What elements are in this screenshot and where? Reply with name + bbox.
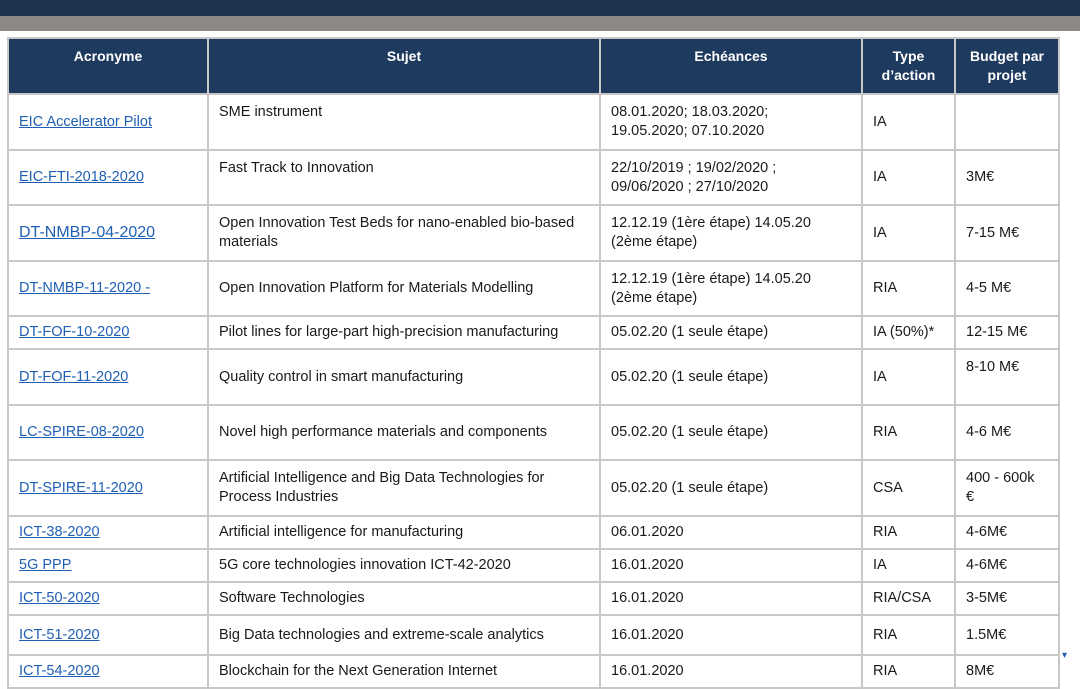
- budget-cell: 4-5 M€: [955, 261, 1059, 316]
- echeances-cell: 05.02.20 (1 seule étape): [600, 460, 862, 516]
- sujet-cell: Artificial intelligence for manufacturing: [208, 516, 600, 549]
- budget-cell: 8M€: [955, 655, 1059, 688]
- budget-cell: 1.5M€: [955, 615, 1059, 655]
- table-row: [8, 94, 1059, 150]
- budget-line: €: [966, 489, 975, 505]
- header-type-line2: d’action: [881, 67, 936, 83]
- echeances-line: 22/10/2019 ; 19/02/2020 ;: [611, 159, 777, 176]
- acronyme-cell: [8, 261, 208, 316]
- table-header-row: [8, 38, 1059, 94]
- acronyme-cell: [8, 655, 208, 688]
- type-cell: RIA: [862, 615, 955, 655]
- sujet-cell: Big Data technologies and extreme-scale analytics: [208, 615, 600, 655]
- echeances-line: (2ème étape): [611, 234, 698, 250]
- sujet-cell: [208, 205, 600, 261]
- sujet-cell: [208, 460, 600, 516]
- acronyme-cell: [8, 582, 208, 615]
- acronyme-cell: [8, 316, 208, 349]
- header-budget-line1: Budget par: [970, 48, 1044, 64]
- header-type-action: [862, 38, 955, 94]
- sujet-line: materials: [219, 234, 278, 250]
- budget-cell: 3M€: [955, 150, 1059, 205]
- acronyme-link[interactable]: ICT-51-2020: [19, 626, 100, 643]
- header-sujet: Sujet: [208, 38, 600, 94]
- budget-cell: 8-10 M€: [955, 349, 1059, 405]
- sujet-cell: Blockchain for the Next Generation Internet: [208, 655, 600, 688]
- acronyme-link[interactable]: LC-SPIRE-08-2020: [19, 424, 144, 440]
- budget-cell: 4-6M€: [955, 549, 1059, 582]
- header-type-line1: Type: [892, 48, 925, 64]
- acronyme-link[interactable]: ICT-38-2020: [19, 524, 100, 540]
- acronyme-link[interactable]: DT-NMBP-11-2020 -: [19, 280, 151, 296]
- sujet-line: Open Innovation Test Beds for nano-enabled bio-based: [219, 215, 575, 231]
- table-row: [8, 516, 1059, 549]
- budget-cell: [955, 94, 1059, 150]
- sujet-cell: SME instrument: [208, 94, 600, 150]
- type-cell: RIA: [862, 261, 955, 316]
- acronyme-cell: [8, 460, 208, 516]
- echeances-line: 19.05.2020; 07.10.2020: [611, 123, 765, 139]
- sujet-cell: 5G core technologies innovation ICT-42-2020: [208, 549, 600, 582]
- echeances-cell: 16.01.2020: [600, 582, 862, 615]
- header-divider-bar: [0, 16, 1080, 31]
- type-cell: IA: [862, 349, 955, 405]
- acronyme-cell: [8, 205, 208, 261]
- acronyme-cell: [8, 615, 208, 655]
- echeances-line: 08.01.2020; 18.03.2020;: [611, 104, 769, 120]
- table-row: [8, 615, 1059, 655]
- acronyme-link[interactable]: DT-SPIRE-11-2020: [19, 479, 143, 496]
- table-row: [8, 549, 1059, 582]
- calls-table-container: [7, 37, 1058, 689]
- table-row: [8, 150, 1059, 205]
- type-cell: IA: [862, 549, 955, 582]
- table-row: [8, 405, 1059, 460]
- budget-cell: 4-6M€: [955, 516, 1059, 549]
- type-cell: IA (50%)*: [862, 316, 955, 349]
- page-corner-mark: ▾: [1062, 650, 1068, 661]
- echeances-cell: [600, 205, 862, 261]
- type-cell: CSA: [862, 460, 955, 516]
- acronyme-cell: [8, 516, 208, 549]
- budget-cell: 4-6 M€: [955, 405, 1059, 460]
- acronyme-cell: [8, 549, 208, 582]
- sujet-cell: Software Technologies: [208, 582, 600, 615]
- budget-cell: 3-5M€: [955, 582, 1059, 615]
- budget-cell: 7-15 M€: [955, 205, 1059, 261]
- acronyme-link[interactable]: DT-NMBP-04-2020: [19, 224, 156, 241]
- acronyme-link[interactable]: EIC-FTI-2018-2020: [19, 169, 144, 185]
- acronyme-cell: [8, 349, 208, 405]
- acronyme-cell: [8, 94, 208, 150]
- type-cell: IA: [862, 150, 955, 205]
- table-row: [8, 460, 1059, 516]
- acronyme-link[interactable]: DT-FOF-11-2020: [19, 368, 129, 385]
- type-cell: RIA: [862, 655, 955, 688]
- echeances-cell: [600, 261, 862, 316]
- header-acronyme: Acronyme: [8, 38, 208, 94]
- table-row: [8, 205, 1059, 261]
- header-budget-line2: projet: [987, 67, 1027, 83]
- acronyme-link[interactable]: EIC Accelerator Pilot: [19, 113, 152, 130]
- echeances-cell: 05.02.20 (1 seule étape): [600, 349, 862, 405]
- sujet-cell: Novel high performance materials and components: [208, 405, 600, 460]
- budget-line: 400 - 600k: [966, 470, 1035, 486]
- acronyme-link[interactable]: ICT-54-2020: [19, 663, 100, 679]
- sujet-cell: Fast Track to Innovation: [208, 150, 600, 205]
- echeances-cell: [600, 94, 862, 150]
- table-row: [8, 349, 1059, 405]
- echeances-cell: [600, 150, 862, 205]
- echeances-cell: 05.02.20 (1 seule étape): [600, 316, 862, 349]
- acronyme-cell: [8, 405, 208, 460]
- echeances-line: 09/06/2020 ; 27/10/2020: [611, 178, 769, 195]
- budget-cell: [955, 460, 1059, 516]
- echeances-line: 12.12.19 (1ère étape) 14.05.20: [611, 215, 811, 231]
- header-echeances: Echéances: [600, 38, 862, 94]
- sujet-cell: Open Innovation Platform for Materials Modelling: [208, 261, 600, 316]
- echeances-cell: 06.01.2020: [600, 516, 862, 549]
- type-cell: IA: [862, 205, 955, 261]
- top-header-bar: [0, 0, 1080, 16]
- sujet-line: Artificial Intelligence and Big Data Technologies for: [219, 470, 545, 486]
- echeances-line: 12.12.19 (1ère étape) 14.05.20: [611, 270, 811, 287]
- header-budget: [955, 38, 1059, 94]
- acronyme-link[interactable]: DT-FOF-10-2020: [19, 324, 130, 340]
- table-row: [8, 261, 1059, 316]
- sujet-line: Process Industries: [219, 489, 339, 505]
- type-cell: RIA: [862, 516, 955, 549]
- calls-table: [7, 37, 1060, 689]
- echeances-cell: 05.02.20 (1 seule étape): [600, 405, 862, 460]
- type-cell: RIA: [862, 405, 955, 460]
- echeances-cell: 16.01.2020: [600, 615, 862, 655]
- acronyme-link[interactable]: 5G PPP: [19, 557, 72, 573]
- budget-cell: 12-15 M€: [955, 316, 1059, 349]
- sujet-cell: Quality control in smart manufacturing: [208, 349, 600, 405]
- type-cell: IA: [862, 94, 955, 150]
- echeances-cell: 16.01.2020: [600, 655, 862, 688]
- table-row: [8, 655, 1059, 688]
- echeances-line: (2ème étape): [611, 289, 698, 306]
- sujet-cell: Pilot lines for large-part high-precision manufacturing: [208, 316, 600, 349]
- table-row: [8, 316, 1059, 349]
- acronyme-cell: [8, 150, 208, 205]
- acronyme-link[interactable]: ICT-50-2020: [19, 590, 100, 606]
- type-cell: RIA/CSA: [862, 582, 955, 615]
- echeances-cell: 16.01.2020: [600, 549, 862, 582]
- table-row: [8, 582, 1059, 615]
